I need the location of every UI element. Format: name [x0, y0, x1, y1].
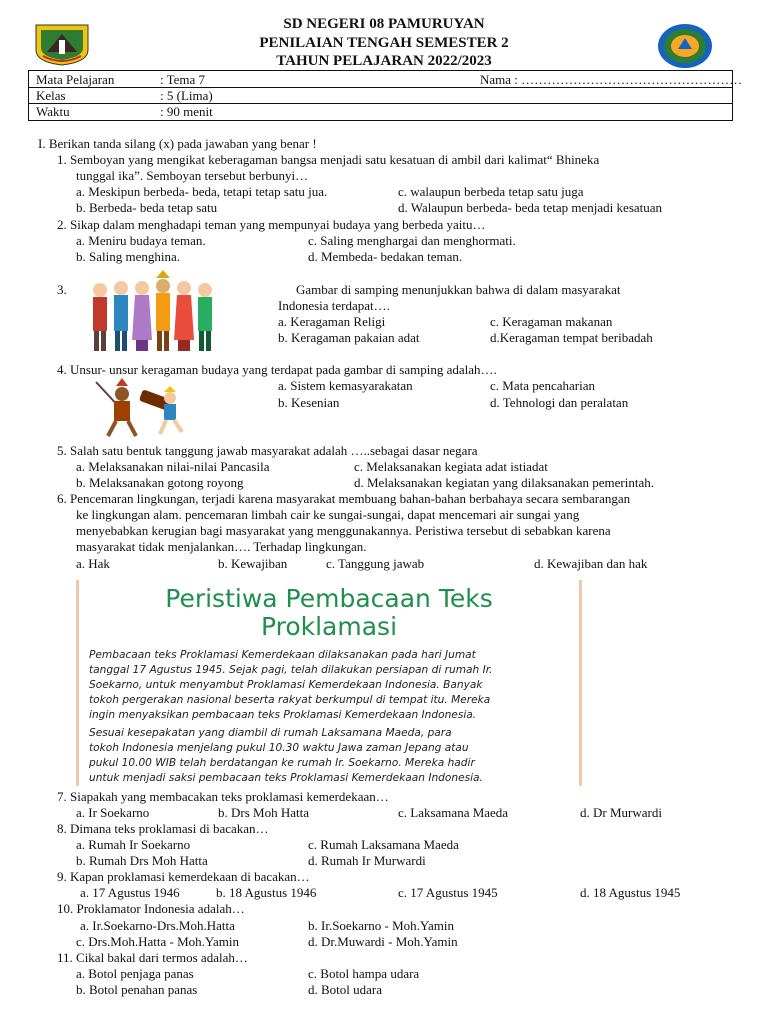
time-value: : 90 menit: [160, 104, 213, 119]
q6-option-b: b. Kewajiban: [218, 556, 288, 571]
q5-option-c: c. Melaksanakan kegiata adat istiadat: [354, 459, 548, 474]
q2-option-c: c. Saling menghargai dan menghormati.: [308, 233, 516, 248]
q4-option-a: a. Sistem kemasyarakatan: [278, 378, 413, 393]
exam-title: PENILAIAN TENGAH SEMESTER 2: [259, 35, 509, 51]
q8-option-c: c. Rumah Laksamana Maeda: [308, 837, 459, 852]
q2-option-a: a. Meniru budaya teman.: [76, 233, 206, 248]
q1-text: 1. Semboyan yang mengikat keberagaman bangsa menjadi satu kesatuan di ambil dari kalimat“ Bhineka: [57, 152, 600, 167]
q6-text: 6. Pencemaran lingkungan, terjadi karena masyarakat membuang bahan-bahan berbahaya secara sembarangan: [57, 491, 631, 506]
time-label: Waktu: [36, 104, 70, 119]
section-instruction: I. Berikan tanda silang (x) pada jawaban yang benar !: [38, 136, 317, 151]
subject-label: Mata Pelajaran: [36, 72, 115, 87]
q8-option-d: d. Rumah Ir Murwardi: [308, 853, 426, 868]
q3-option-d: d.Keragaman tempat beribadah: [490, 330, 653, 345]
q2-option-d: d. Membeda- bedakan teman.: [308, 249, 463, 264]
q10-option-b: b. Ir.Soekarno - Moh.Yamin: [308, 918, 455, 933]
q9-option-a: a. 17 Agustus 1946: [80, 885, 180, 900]
q2-option-b: b. Saling menghina.: [76, 249, 180, 264]
q6-option-a: a. Hak: [76, 556, 110, 571]
q10-text: 10. Proklamator Indonesia adalah…: [57, 901, 245, 916]
subject-value: : Tema 7: [160, 72, 206, 87]
q1-option-d: d. Walaupun berbeda- beda tetap menjadi kesatuan: [398, 200, 663, 215]
q3-text-cont: Indonesia terdapat….: [278, 298, 390, 313]
q3-option-b: b. Keragaman pakaian adat: [278, 330, 420, 345]
q6-option-d: d. Kewajiban dan hak: [534, 556, 648, 571]
q8-text: 8. Dimana teks proklamasi di bacakan…: [57, 821, 269, 836]
q11-option-d: d. Botol udara: [308, 982, 383, 997]
name-field: Nama : ……………………………………………: [480, 72, 743, 87]
q5-option-b: b. Melaksanakan gotong royong: [76, 475, 244, 490]
q7-option-d: d. Dr Murwardi: [580, 805, 662, 820]
q4-option-b: b. Kesenian: [278, 395, 340, 410]
q1-option-c: c. walaupun berbeda tetap satu juga: [398, 184, 584, 199]
school-name: SD NEGERI 08 PAMURUYAN: [283, 16, 485, 32]
q7-option-b: b. Drs Moh Hatta: [218, 805, 309, 820]
q10-option-c: c. Drs.Moh.Hatta - Moh.Yamin: [76, 934, 239, 949]
q1-option-a: a. Meskipun berbeda- beda, tetapi tetap satu jua.: [76, 184, 328, 199]
q5-text: 5. Salah satu bentuk tanggung jawab masyarakat adalah …..sebagai dasar negara: [57, 443, 478, 458]
q7-option-c: c. Laksamana Maeda: [398, 805, 509, 820]
q4-option-c: c. Mata pencaharian: [490, 378, 596, 393]
reading-title-line1: Peristiwa Pembacaan Teks: [165, 584, 493, 613]
reading-paragraph-1: Pembacaan teks Proklamasi Kemerdekaan dilaksanakan pada hari Jumat tanggal 17 Agustus 1945. Sejak pagi, telah dilakukan persiapan di rumah Ir. Soekarno, untuk menyambut Proklamasi Kemerdekaan Indonesia. Banyak tokoh pergerakan nasional beserta rakyat berkumpul di tempat itu. Mereka ingin menyaksikan pembacaan teks Proklamasi Kemerdekaan Indonesia.: [89, 649, 493, 721]
q4-text: 4. Unsur- unsur keragaman budaya yang terdapat pada gambar di samping adalah….: [57, 362, 497, 377]
q3-option-c: c. Keragaman makanan: [490, 314, 613, 329]
reading-title-line2: Proklamasi: [260, 612, 398, 641]
q1-text-cont: tunggal ika”. Semboyan tersebut berbunyi…: [76, 168, 309, 183]
q7-option-a: a. Ir Soekarno: [76, 805, 150, 820]
q5-option-a: a. Melaksanakan nilai-nilai Pancasila: [76, 459, 270, 474]
traditional-dance-illustration: [92, 376, 192, 440]
q10-option-d: d. Dr.Muwardi - Moh.Yamin: [308, 934, 458, 949]
q11-option-b: b. Botol penahan panas: [76, 982, 198, 997]
q6-text-cont-1: ke lingkungan alam. pencemaran limbah cair ke sungai-sungai, dapat mencemari air sungai yang: [76, 507, 580, 522]
q2-text: 2. Sikap dalam menghadapi teman yang mempunyai budaya yang berbeda yaitu…: [57, 217, 486, 232]
q9-option-c: c. 17 Agustus 1945: [398, 885, 498, 900]
q4-option-d: d. Tehnologi dan peralatan: [490, 395, 629, 410]
q8-option-a: a. Rumah Ir Soekarno: [76, 837, 191, 852]
q9-option-b: b. 18 Agustus 1946: [216, 885, 317, 900]
q5-option-d: d. Melaksanakan kegiatan yang dilaksanakan pemerintah.: [354, 475, 654, 490]
q10-option-a: a. Ir.Soekarno-Drs.Moh.Hatta: [80, 918, 235, 933]
q9-text: 9. Kapan proklamasi kemerdekaan di bacakan…: [57, 869, 310, 884]
q11-option-c: c. Botol hampa udara: [308, 966, 420, 981]
q3-number: 3.: [57, 282, 67, 297]
q9-option-d: d. 18 Agustus 1945: [580, 885, 681, 900]
q11-text: 11. Cikal bakal dari termos adalah…: [57, 950, 248, 965]
q11-option-a: a. Botol penjaga panas: [76, 966, 194, 981]
q6-option-c: c. Tanggung jawab: [326, 556, 425, 571]
q3-text: Gambar di samping menunjukkan bahwa di dalam masyarakat: [296, 282, 621, 297]
q6-text-cont-2: menyebabkan kerugian bagi masyarakat yang menggunakannya. Peristiwa tersebut di sebabkan karena: [76, 523, 611, 538]
q6-text-cont-3: masyarakat tidak menjalankan…. Terhadap lingkungan.: [76, 539, 367, 554]
reading-passage: [76, 580, 582, 786]
q3-option-a: a. Keragaman Religi: [278, 314, 386, 329]
class-value: : 5 (Lima): [160, 88, 213, 103]
q7-text: 7. Siapakah yang membacakan teks proklamasi kemerdekaan…: [57, 789, 389, 804]
reading-paragraph-2: Sesuai kesepakatan yang diambil di rumah Laksamana Maeda, para tokoh Indonesia menjelang pukul 10.30 waktu Jawa zaman Jepang atau pukul 10.00 WIB telah berdatangan ke rumah Ir. Soekarno. Mereka hadir untuk menjadi saksi pembacaan teks Proklamasi Kemerdekaan Indonesia.: [89, 727, 483, 784]
class-label: Kelas: [36, 88, 66, 103]
q1-option-b: b. Berbeda- beda tetap satu: [76, 200, 218, 215]
q8-option-b: b. Rumah Drs Moh Hatta: [76, 853, 208, 868]
traditional-clothing-illustration: [86, 268, 222, 356]
school-year: TAHUN PELAJARAN 2022/2023: [276, 53, 492, 69]
